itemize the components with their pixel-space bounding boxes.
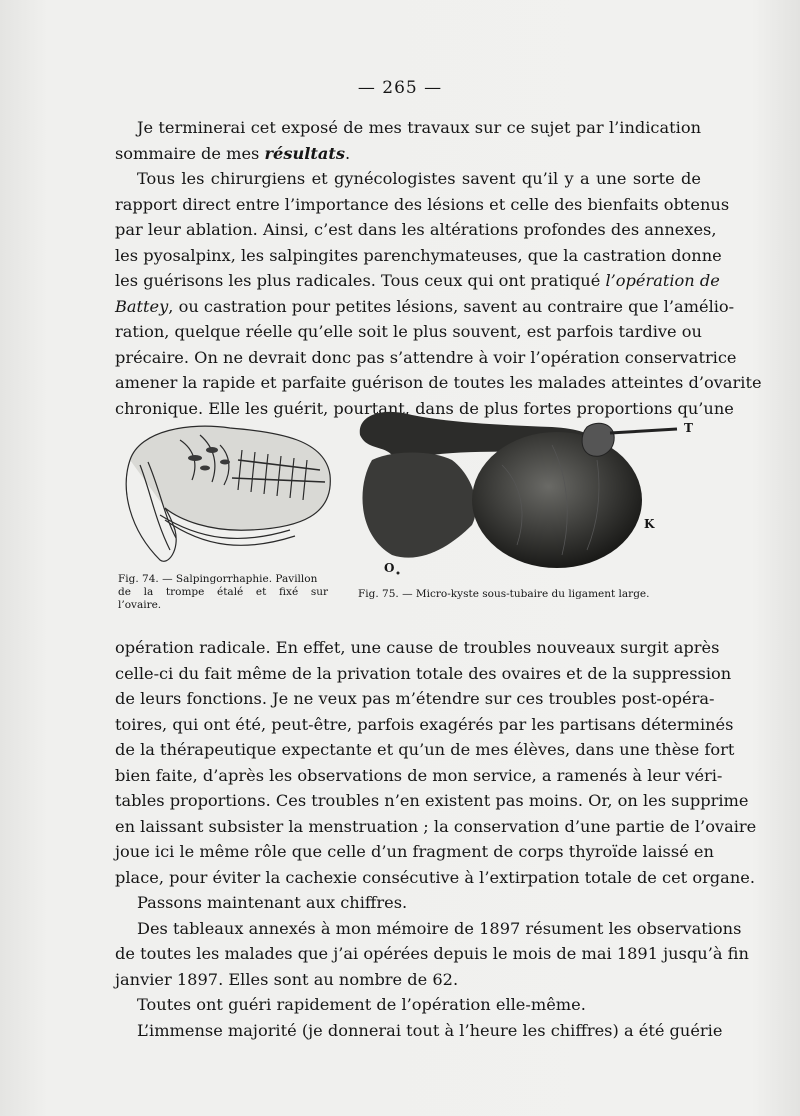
text-line: janvier 1897. Elles sont au nombre de 62. [115,969,459,989]
text-line: Battey, ou castration pour petites lésions, savent au contraire que l’amélio- [115,296,735,316]
text-line: L’immense majorité (je donnerai tout à l’heure les chiffres) a été guérie [137,1020,723,1040]
text-line: de toutes les malades que j’ai opérées depuis le mois de mai 1891 jusqu’à fin [115,944,749,963]
text-line: joue ici le même rôle que celle d’un fragment de corps thyroïde laissé en [115,842,714,861]
figure-74-caption [118,573,338,612]
text-line: bien faite, d’après les observations de mon service, a ramenés à leur véri- [115,765,723,785]
text-line: précaire. On ne devrait donc pas s’attendre à voir l’opération conservatrice [115,347,737,367]
text-line: de la thérapeutique expectante et qu’un de mes élèves, dans une thèse fort [115,740,735,759]
text-line: Des tableaux annexés à mon mémoire de 1897 résument les observations [137,918,742,938]
text-line: tables proportions. Ces troubles n’en existent pas moins. Or, on les supprime [115,791,749,810]
label-t: T [684,421,693,435]
caption-line: Fig. 74. — Salpingorrhaphie. Pavillon [118,573,318,585]
caption-line: l’ovaire. [118,599,162,611]
figure-75-engraving [352,405,702,580]
emphasis-resultats: résultats [264,143,345,163]
text-line: amener la rapide et parfaite guérison de toutes les malades atteintes d’ovarite [115,373,762,392]
label-k: K [644,517,655,531]
text-line: toires, qui ont été, peut-être, parfois exagérés par les partisans déterminés [115,714,734,734]
top-text-block [115,115,762,421]
text-line: Passons maintenant aux chiffres. [137,893,408,912]
text-line: celle-ci du fait même de la privation totale des ovaires et de la suppression [115,663,732,683]
text-line: place, pour éviter la cachexie consécutive à l’extirpation totale de cet organe. [115,867,755,887]
text-line: en laissant subsister la menstruation ; la conservation d’une partie de l’ovaire [115,816,757,836]
figure-74-engraving [120,420,335,580]
text-line: rapport direct entre l’importance des lésions et celle des bienfaits obtenus [115,194,730,214]
caption-line: de la trompe étalé et fixé sur [118,586,328,598]
text-line: les guérisons les plus radicales. Tous ceux qui ont pratiqué l’opération de [115,271,720,290]
figure-75-caption: Fig. 75. — Micro-kyste sous-tubaire du ligament large. [358,588,650,600]
text-line: opération radicale. En effet, une cause de troubles nouveaux surgit après [115,638,720,657]
label-o: O [384,561,395,575]
text-line: les pyosalpinx, les salpingites parenchymateuses, que la castration donne [115,245,722,265]
emphasis-battey: Battey [115,296,169,316]
text-line: de leurs fonctions. Je ne veux pas m’étendre sur ces troubles post-opéra- [115,689,715,708]
emphasis-operation: l’opération de [605,271,720,290]
text-line: Tous les chirurgiens et gynécologistes savent qu’il y a une sorte de [137,169,701,188]
text-line: Toutes ont guéri rapidement de l’opération elle-même. [137,995,586,1014]
text-line: par leur ablation. Ainsi, c’est dans les altérations profondes des annexes, [115,220,717,239]
page-number: — 265 — [357,78,443,98]
text-line: chronique. Elle les guérit, pourtant, dans de plus fortes proportions qu’une [115,398,734,418]
bottom-text-block [115,635,757,1043]
text-line: Je terminerai cet exposé de mes travaux sur ce sujet par l’indication [137,118,701,137]
text-line: sommaire de mes résultats. [115,143,351,163]
text-line: ration, quelque réelle qu’elle soit le plus souvent, est parfois tardive ou [115,322,702,341]
